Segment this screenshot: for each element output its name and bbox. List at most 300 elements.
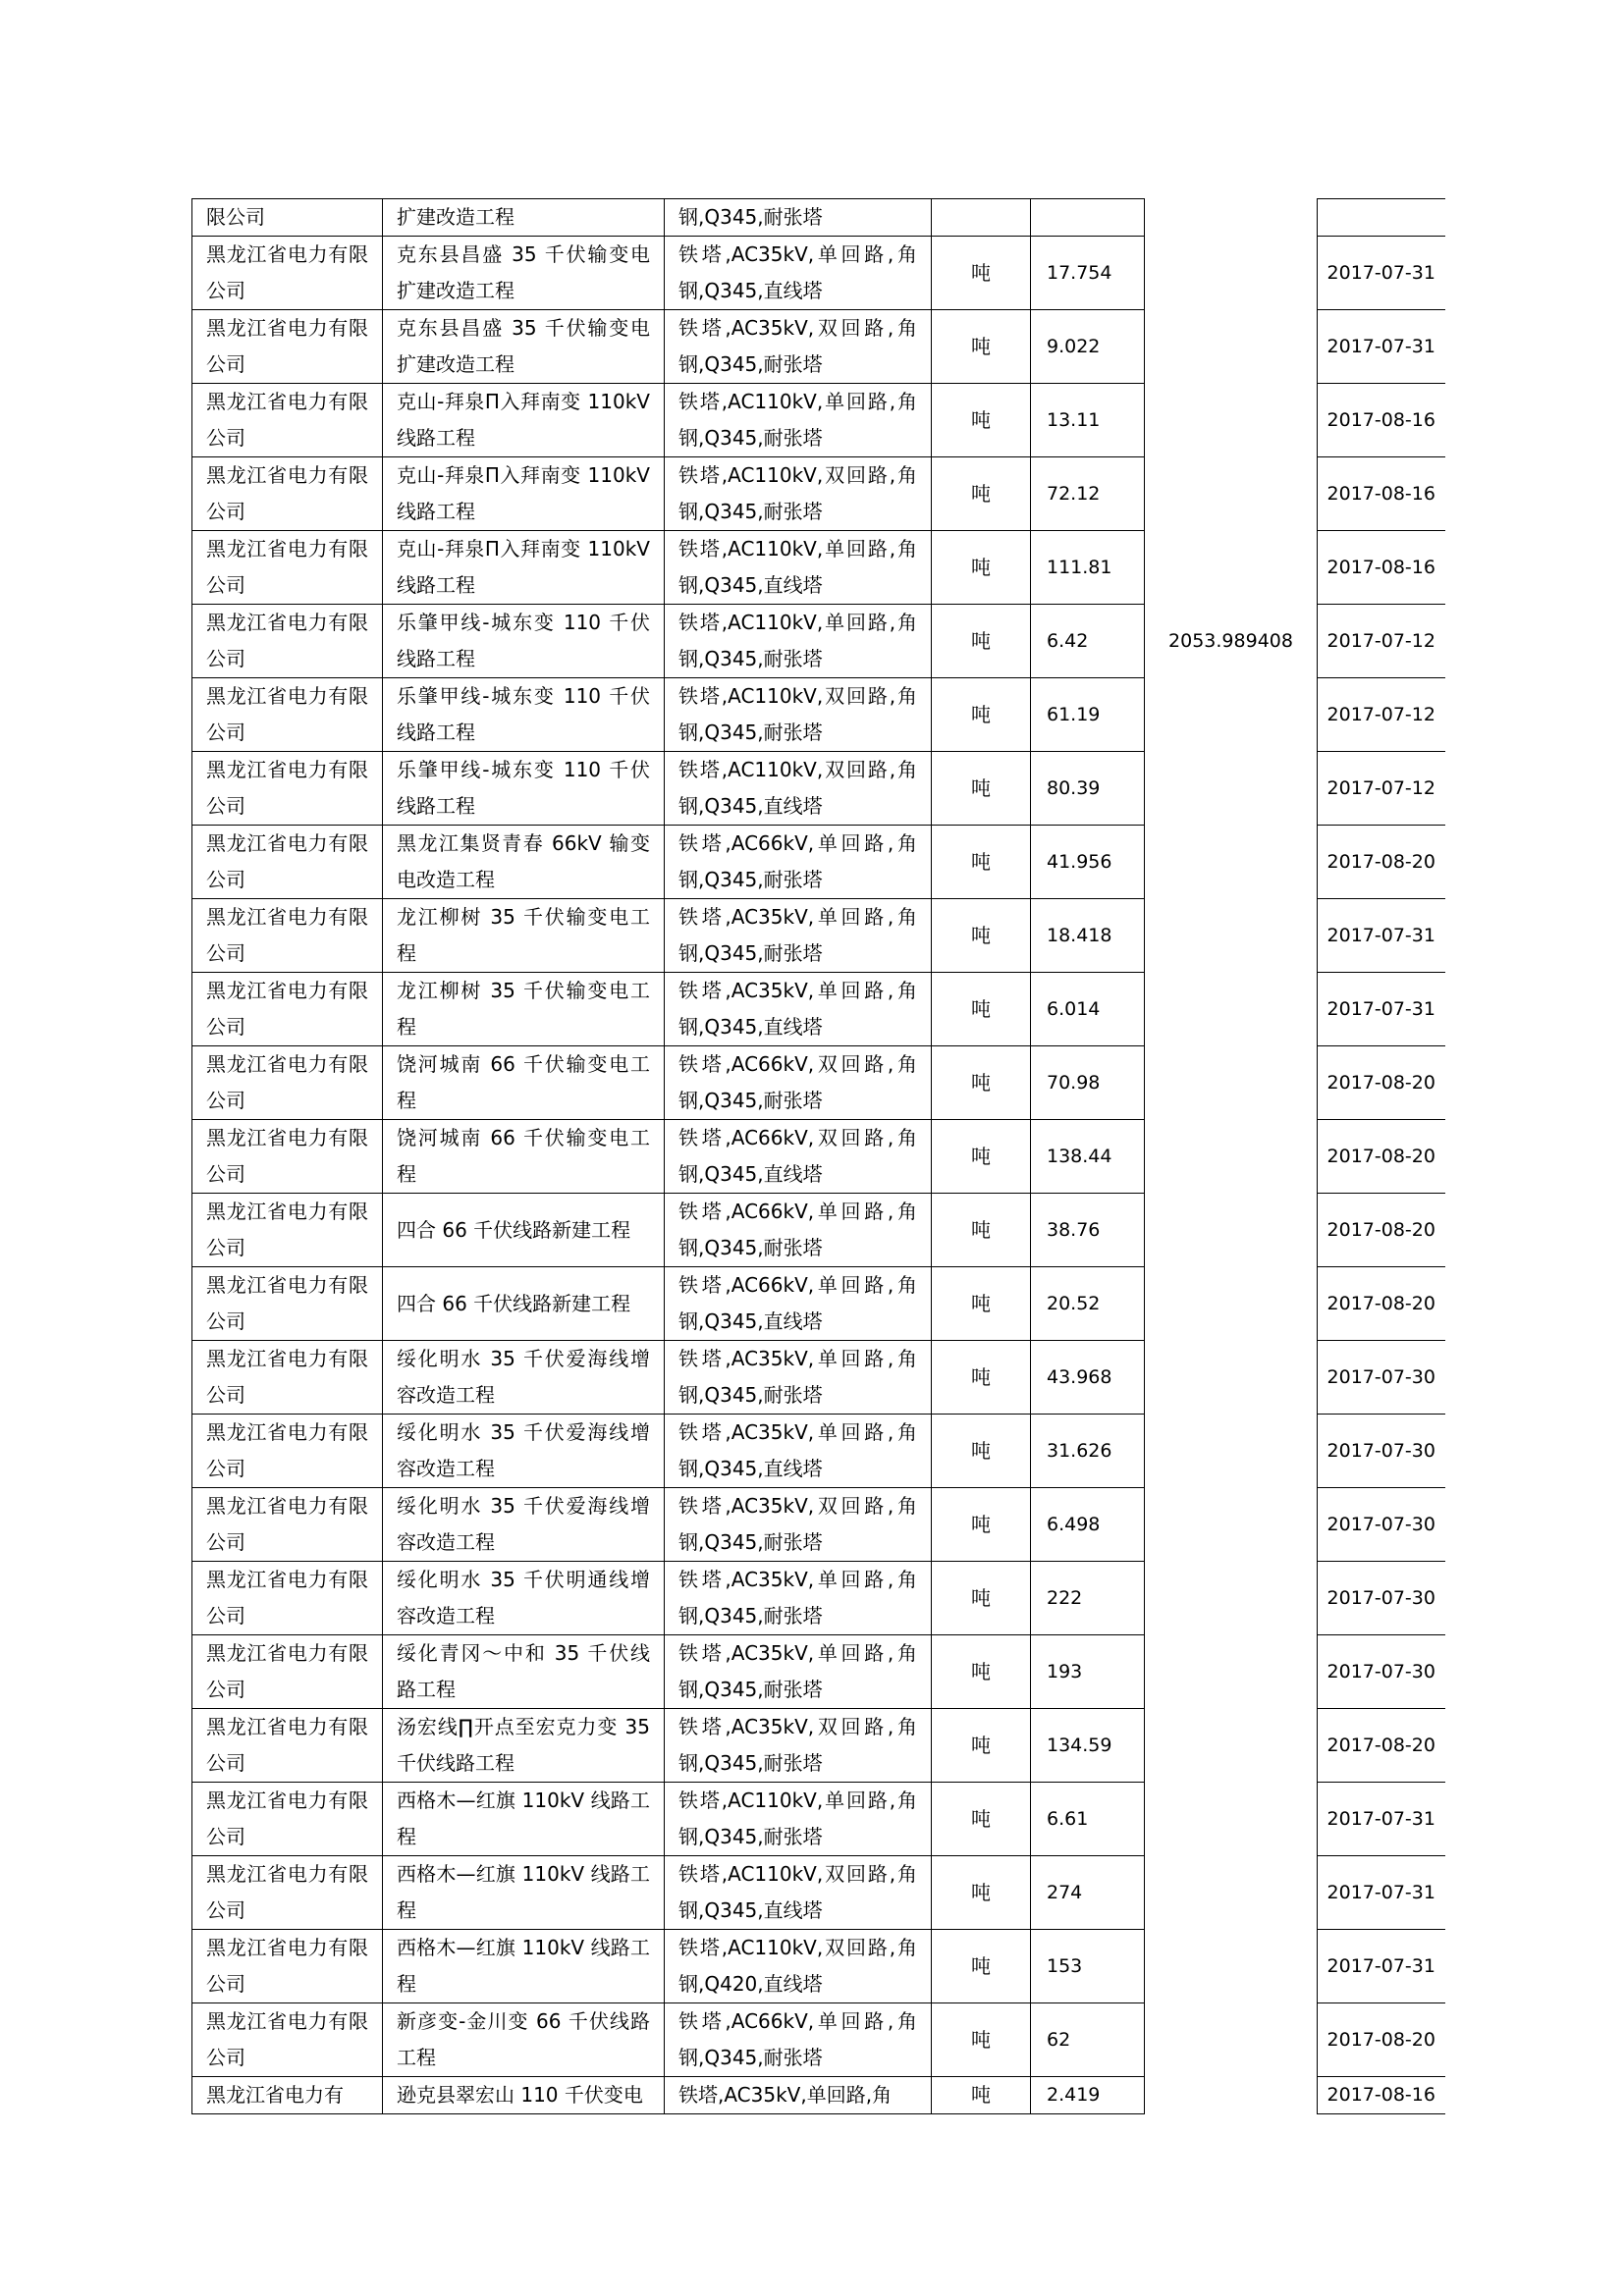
unit-cell	[932, 826, 1031, 899]
quantity-cell	[1031, 1415, 1145, 1488]
spec-cell	[665, 1046, 932, 1120]
table-row	[192, 457, 1445, 531]
org-cell-text: 黑龙江省电力有限公司	[206, 1715, 368, 1775]
org-cell	[192, 973, 383, 1046]
spec-cell-text: 铁塔,AC110kV,双回路,角钢,Q345,耐张塔	[678, 684, 917, 744]
unit-cell-text: 吨	[971, 1070, 991, 1095]
unit-cell-text: 吨	[971, 923, 991, 947]
quantity-cell	[1031, 1562, 1145, 1635]
project-cell-text: 乐肇甲线-城东变 110 千伏线路工程	[397, 684, 650, 744]
spec-cell-text: 铁塔,AC35kV,单回路,角	[678, 2083, 893, 2107]
total-cell-text: 2053.989408	[1168, 629, 1293, 652]
spec-cell	[665, 1194, 932, 1267]
date-cell	[1318, 605, 1445, 678]
spec-cell	[665, 1562, 932, 1635]
table-row	[192, 1783, 1445, 1856]
spec-cell-text: 铁塔,AC110kV,单回路,角钢,Q345,耐张塔	[678, 1789, 917, 1848]
spec-cell-text: 铁塔,AC66kV,单回路,角钢,Q345,耐张塔	[678, 1200, 917, 1259]
unit-cell	[932, 457, 1031, 531]
org-cell	[192, 457, 383, 531]
org-cell	[192, 752, 383, 826]
org-cell-text: 黑龙江省电力有限公司	[206, 537, 368, 597]
unit-cell	[932, 1930, 1031, 2003]
quantity-cell	[1031, 678, 1145, 752]
org-cell	[192, 199, 383, 237]
spec-cell-text: 铁塔,AC110kV,单回路,角钢,Q345,直线塔	[678, 537, 917, 597]
quantity-cell	[1031, 1856, 1145, 1930]
org-cell	[192, 310, 383, 384]
unit-cell	[932, 2077, 1031, 2114]
table-row	[192, 1930, 1445, 2003]
project-cell-text: 绥化明水 35 千伏爱海线增容改造工程	[397, 1420, 650, 1480]
table-row	[192, 2003, 1445, 2077]
org-cell-text: 黑龙江省电力有限公司	[206, 1641, 368, 1701]
date-cell-text: 2017-07-31	[1326, 1881, 1435, 1903]
org-cell	[192, 1046, 383, 1120]
project-cell-text: 绥化明水 35 千伏爱海线增容改造工程	[397, 1494, 650, 1554]
unit-cell	[932, 1415, 1031, 1488]
project-cell-text: 乐肇甲线-城东变 110 千伏线路工程	[397, 611, 650, 670]
project-cell-text: 龙江柳树 35 千伏输变电工程	[397, 979, 650, 1039]
spec-cell	[665, 2077, 932, 2114]
org-cell-text: 黑龙江省电力有限公司	[206, 316, 368, 376]
total-cell	[1145, 1046, 1318, 1120]
total-cell	[1145, 457, 1318, 531]
quantity-cell-text: 222	[1047, 1586, 1083, 1609]
unit-cell-text: 吨	[971, 1806, 991, 1831]
unit-cell-text: 吨	[971, 1217, 991, 1242]
quantity-cell	[1031, 457, 1145, 531]
quantity-cell	[1031, 1046, 1145, 1120]
quantity-cell-text: 62	[1047, 2028, 1071, 2051]
quantity-cell-text: 6.014	[1047, 997, 1101, 1020]
unit-cell	[932, 1341, 1031, 1415]
project-cell-text: 克东县昌盛 35 千伏输变电扩建改造工程	[397, 316, 650, 376]
quantity-cell-text: 18.418	[1047, 924, 1112, 946]
org-cell-text: 黑龙江省电力有限公司	[206, 1126, 368, 1186]
table-row	[192, 678, 1445, 752]
spec-cell-text: 钢,Q345,耐张塔	[678, 205, 823, 229]
org-cell	[192, 1267, 383, 1341]
date-cell	[1318, 1341, 1445, 1415]
spec-cell-text: 铁塔,AC66kV,双回路,角钢,Q345,耐张塔	[678, 1052, 917, 1112]
date-cell	[1318, 1856, 1445, 1930]
date-cell-text: 2017-07-30	[1326, 1513, 1435, 1535]
spec-cell	[665, 531, 932, 605]
org-cell	[192, 826, 383, 899]
unit-cell-text: 吨	[971, 481, 991, 506]
org-cell-text: 黑龙江省电力有限公司	[206, 1052, 368, 1112]
unit-cell-text: 吨	[971, 2027, 991, 2052]
table-row	[192, 1562, 1445, 1635]
unit-cell-text: 吨	[971, 1144, 991, 1168]
total-cell	[1145, 1415, 1318, 1488]
date-cell	[1318, 1046, 1445, 1120]
spec-cell	[665, 752, 932, 826]
project-cell-text: 饶河城南 66 千伏输变电工程	[397, 1126, 650, 1186]
org-cell-text: 黑龙江省电力有限公司	[206, 1568, 368, 1628]
table-row	[192, 531, 1445, 605]
project-cell	[383, 310, 665, 384]
quantity-cell-text: 41.956	[1047, 850, 1112, 873]
unit-cell-text: 吨	[971, 702, 991, 726]
project-cell	[383, 1341, 665, 1415]
unit-cell	[932, 973, 1031, 1046]
table-row	[192, 1415, 1445, 1488]
unit-cell	[932, 1046, 1031, 1120]
date-cell-text: 2017-08-16	[1326, 482, 1435, 505]
unit-cell	[932, 1856, 1031, 1930]
project-cell	[383, 1562, 665, 1635]
spec-cell-text: 铁塔,AC110kV,双回路,角钢,Q345,直线塔	[678, 1862, 917, 1922]
unit-cell-text: 吨	[971, 1733, 991, 1757]
org-cell	[192, 1635, 383, 1709]
project-cell-text: 龙江柳树 35 千伏输变电工程	[397, 905, 650, 965]
unit-cell-text: 吨	[971, 2083, 991, 2107]
spec-cell-text: 铁塔,AC110kV,单回路,角钢,Q345,耐张塔	[678, 390, 917, 450]
date-cell	[1318, 826, 1445, 899]
table-row	[192, 1267, 1445, 1341]
date-cell-text: 2017-08-16	[1326, 556, 1435, 578]
org-cell-text: 黑龙江省电力有限公司	[206, 831, 368, 891]
spec-cell	[665, 1856, 932, 1930]
unit-cell-text: 吨	[971, 1291, 991, 1315]
org-cell-text: 黑龙江省电力有限公司	[206, 1789, 368, 1848]
org-cell	[192, 678, 383, 752]
org-cell	[192, 237, 383, 310]
org-cell	[192, 1341, 383, 1415]
spec-cell-text: 铁塔,AC35kV,单回路,角钢,Q345,直线塔	[678, 979, 917, 1039]
date-cell	[1318, 973, 1445, 1046]
total-cell	[1145, 1856, 1318, 1930]
spec-cell-text: 铁塔,AC35kV,双回路,角钢,Q345,耐张塔	[678, 1494, 917, 1554]
project-cell	[383, 1856, 665, 1930]
project-cell	[383, 384, 665, 457]
quantity-cell	[1031, 531, 1145, 605]
date-cell	[1318, 1194, 1445, 1267]
org-cell	[192, 1562, 383, 1635]
quantity-cell-text: 31.626	[1047, 1439, 1112, 1462]
total-cell	[1145, 1488, 1318, 1562]
table-body	[192, 199, 1445, 2114]
unit-cell	[932, 237, 1031, 310]
spec-cell-text: 铁塔,AC110kV,双回路,角钢,Q345,耐张塔	[678, 463, 917, 523]
spec-cell	[665, 1783, 932, 1856]
spec-cell	[665, 1488, 932, 1562]
quantity-cell-text: 2.419	[1047, 2084, 1101, 2106]
spec-cell-text: 铁塔,AC35kV,单回路,角钢,Q345,直线塔	[678, 1420, 917, 1480]
unit-cell	[932, 678, 1031, 752]
project-cell	[383, 1267, 665, 1341]
quantity-cell	[1031, 1267, 1145, 1341]
project-cell	[383, 752, 665, 826]
quantity-cell-text: 6.42	[1047, 629, 1089, 652]
quantity-cell	[1031, 1709, 1145, 1783]
table-row	[192, 1120, 1445, 1194]
spec-cell	[665, 237, 932, 310]
quantity-cell	[1031, 384, 1145, 457]
total-cell	[1145, 237, 1318, 310]
unit-cell	[932, 1267, 1031, 1341]
project-cell-text: 扩建改造工程	[397, 205, 514, 229]
spec-cell	[665, 457, 932, 531]
project-cell-text: 乐肇甲线-城东变 110 千伏线路工程	[397, 758, 650, 818]
spec-cell-text: 铁塔,AC35kV,单回路,角钢,Q345,直线塔	[678, 242, 917, 302]
org-cell	[192, 1783, 383, 1856]
unit-cell-text: 吨	[971, 849, 991, 874]
quantity-cell	[1031, 1120, 1145, 1194]
org-cell	[192, 1930, 383, 2003]
org-cell	[192, 899, 383, 973]
spec-cell	[665, 199, 932, 237]
quantity-cell-text: 70.98	[1047, 1071, 1101, 1094]
project-cell-text: 克山-拜泉Π入拜南变 110kV 线路工程	[397, 390, 650, 450]
unit-cell-text: 吨	[971, 1512, 991, 1536]
spec-cell-text: 铁塔,AC110kV,双回路,角钢,Q345,直线塔	[678, 758, 917, 818]
quantity-cell	[1031, 1341, 1145, 1415]
quantity-cell-text: 138.44	[1047, 1145, 1112, 1167]
spec-cell	[665, 899, 932, 973]
quantity-cell-text: 43.968	[1047, 1365, 1112, 1388]
unit-cell-text: 吨	[971, 260, 991, 285]
total-cell	[1145, 199, 1318, 237]
spec-cell	[665, 2003, 932, 2077]
total-cell	[1145, 605, 1318, 678]
org-cell-text: 黑龙江省电力有限公司	[206, 2009, 368, 2069]
total-cell	[1145, 1783, 1318, 1856]
org-cell-text: 黑龙江省电力有限公司	[206, 1273, 368, 1333]
project-cell-text: 新彦变-金川变 66 千伏线路工程	[397, 2009, 650, 2069]
total-cell	[1145, 1635, 1318, 1709]
org-cell-text: 黑龙江省电力有限公司	[206, 979, 368, 1039]
spec-cell-text: 铁塔,AC110kV,双回路,角钢,Q420,直线塔	[678, 1936, 917, 1996]
project-cell-text: 克山-拜泉Π入拜南变 110kV 线路工程	[397, 463, 650, 523]
spec-cell	[665, 1930, 932, 2003]
org-cell	[192, 1709, 383, 1783]
quantity-cell	[1031, 605, 1145, 678]
date-cell-text: 2017-07-31	[1326, 997, 1435, 1020]
org-cell-text: 黑龙江省电力有限公司	[206, 390, 368, 450]
date-cell-text: 2017-08-20	[1326, 1218, 1435, 1241]
date-cell-text: 2017-07-31	[1326, 924, 1435, 946]
date-cell	[1318, 1267, 1445, 1341]
org-cell-text: 黑龙江省电力有	[206, 2083, 344, 2107]
spec-cell	[665, 1120, 932, 1194]
org-cell	[192, 1120, 383, 1194]
date-cell	[1318, 1120, 1445, 1194]
project-cell	[383, 899, 665, 973]
project-cell	[383, 2003, 665, 2077]
table-row	[192, 1194, 1445, 1267]
date-cell-text: 2017-07-30	[1326, 1660, 1435, 1682]
project-cell	[383, 1783, 665, 1856]
quantity-cell-text: 80.39	[1047, 776, 1101, 799]
date-cell	[1318, 531, 1445, 605]
org-cell	[192, 2077, 383, 2114]
date-cell	[1318, 310, 1445, 384]
quantity-cell	[1031, 1194, 1145, 1267]
unit-cell	[932, 1783, 1031, 1856]
total-cell	[1145, 1120, 1318, 1194]
project-cell	[383, 199, 665, 237]
org-cell	[192, 1488, 383, 1562]
date-cell	[1318, 1635, 1445, 1709]
date-cell-text: 2017-08-20	[1326, 2028, 1435, 2051]
quantity-cell	[1031, 752, 1145, 826]
project-cell-text: 饶河城南 66 千伏输变电工程	[397, 1052, 650, 1112]
quantity-cell	[1031, 237, 1145, 310]
quantity-cell	[1031, 1783, 1145, 1856]
total-cell	[1145, 1194, 1318, 1267]
total-cell	[1145, 899, 1318, 973]
spec-cell	[665, 1341, 932, 1415]
unit-cell	[932, 1635, 1031, 1709]
date-cell-text: 2017-07-12	[1326, 629, 1435, 652]
project-cell	[383, 1635, 665, 1709]
project-cell-text: 逊克县翠宏山 110 千伏变电	[397, 2083, 643, 2107]
unit-cell	[932, 1709, 1031, 1783]
total-cell	[1145, 826, 1318, 899]
table-row	[192, 310, 1445, 384]
org-cell-text: 黑龙江省电力有限公司	[206, 463, 368, 523]
date-cell	[1318, 678, 1445, 752]
project-cell	[383, 1930, 665, 2003]
quantity-cell-text: 134.59	[1047, 1734, 1112, 1756]
quantity-cell	[1031, 1930, 1145, 2003]
quantity-cell	[1031, 899, 1145, 973]
date-cell-text: 2017-08-16	[1326, 408, 1435, 431]
project-cell	[383, 826, 665, 899]
date-cell	[1318, 457, 1445, 531]
org-cell-text: 黑龙江省电力有限公司	[206, 1200, 368, 1259]
spec-cell	[665, 384, 932, 457]
total-cell	[1145, 1930, 1318, 2003]
spec-cell-text: 铁塔,AC35kV,单回路,角钢,Q345,耐张塔	[678, 1568, 917, 1628]
total-cell	[1145, 384, 1318, 457]
total-cell	[1145, 2003, 1318, 2077]
date-cell-text: 2017-07-31	[1326, 1954, 1435, 1977]
quantity-cell	[1031, 1488, 1145, 1562]
quantity-cell-text: 61.19	[1047, 703, 1101, 725]
spec-cell-text: 铁塔,AC35kV,单回路,角钢,Q345,耐张塔	[678, 1641, 917, 1701]
total-cell	[1145, 1709, 1318, 1783]
spec-cell	[665, 1415, 932, 1488]
table-row	[192, 605, 1445, 678]
date-cell-text: 2017-08-16	[1326, 2084, 1435, 2106]
project-cell	[383, 1120, 665, 1194]
table-row	[192, 1635, 1445, 1709]
quantity-cell-text: 6.498	[1047, 1513, 1101, 1535]
quantity-cell-text: 72.12	[1047, 482, 1101, 505]
quantity-cell-text: 38.76	[1047, 1218, 1101, 1241]
project-cell-text: 克山-拜泉Π入拜南变 110kV 线路工程	[397, 537, 650, 597]
unit-cell-text: 吨	[971, 1659, 991, 1683]
table-row	[192, 1709, 1445, 1783]
unit-cell-text: 吨	[971, 334, 991, 358]
unit-cell	[932, 1488, 1031, 1562]
unit-cell-text: 吨	[971, 996, 991, 1021]
unit-cell-text: 吨	[971, 1438, 991, 1463]
spec-cell-text: 铁塔,AC35kV,双回路,角钢,Q345,耐张塔	[678, 316, 917, 376]
project-cell-text: 绥化明水 35 千伏爱海线增容改造工程	[397, 1347, 650, 1407]
table-row	[192, 2077, 1445, 2114]
table-row	[192, 826, 1445, 899]
table-row	[192, 1046, 1445, 1120]
org-cell-text: 黑龙江省电力有限公司	[206, 611, 368, 670]
org-cell	[192, 531, 383, 605]
date-cell-text: 2017-07-30	[1326, 1365, 1435, 1388]
unit-cell	[932, 384, 1031, 457]
unit-cell-text: 吨	[971, 1880, 991, 1904]
project-cell-text: 西格木—红旗 110kV 线路工程	[397, 1789, 650, 1848]
table-row	[192, 899, 1445, 973]
date-cell-text: 2017-08-20	[1326, 1071, 1435, 1094]
date-cell	[1318, 1709, 1445, 1783]
table-row	[192, 1341, 1445, 1415]
org-cell-text: 黑龙江省电力有限公司	[206, 1347, 368, 1407]
unit-cell	[932, 2003, 1031, 2077]
date-cell-text: 2017-07-12	[1326, 703, 1435, 725]
unit-cell-text: 吨	[971, 555, 991, 579]
spec-cell-text: 铁塔,AC35kV,单回路,角钢,Q345,耐张塔	[678, 905, 917, 965]
unit-cell	[932, 310, 1031, 384]
table-row	[192, 199, 1445, 237]
spec-cell-text: 铁塔,AC66kV,单回路,角钢,Q345,耐张塔	[678, 831, 917, 891]
org-cell	[192, 384, 383, 457]
date-cell	[1318, 1488, 1445, 1562]
date-cell	[1318, 752, 1445, 826]
date-cell-text: 2017-08-20	[1326, 1292, 1435, 1314]
quantity-cell-text: 6.61	[1047, 1807, 1089, 1830]
table-row	[192, 237, 1445, 310]
project-cell	[383, 1488, 665, 1562]
project-cell-text: 四合 66 千伏线路新建工程	[397, 1291, 631, 1315]
date-cell-text: 2017-07-30	[1326, 1439, 1435, 1462]
unit-cell	[932, 752, 1031, 826]
total-cell	[1145, 1267, 1318, 1341]
unit-cell	[932, 899, 1031, 973]
unit-cell	[932, 531, 1031, 605]
project-cell	[383, 237, 665, 310]
table-row	[192, 973, 1445, 1046]
org-cell	[192, 605, 383, 678]
quantity-cell	[1031, 1635, 1145, 1709]
org-cell-text: 黑龙江省电力有限公司	[206, 758, 368, 818]
quantity-cell	[1031, 2003, 1145, 2077]
date-cell	[1318, 384, 1445, 457]
date-cell-text: 2017-07-31	[1326, 1807, 1435, 1830]
quantity-cell	[1031, 310, 1145, 384]
table-row	[192, 1856, 1445, 1930]
project-cell-text: 克东县昌盛 35 千伏输变电扩建改造工程	[397, 242, 650, 302]
project-cell-text: 汤宏线∏开点至宏克力变 35 千伏线路工程	[397, 1715, 650, 1775]
project-cell	[383, 1194, 665, 1267]
quantity-cell-text: 9.022	[1047, 335, 1101, 357]
quantity-cell	[1031, 199, 1145, 237]
total-cell	[1145, 310, 1318, 384]
date-cell	[1318, 2003, 1445, 2077]
date-cell-text: 2017-07-31	[1326, 335, 1435, 357]
date-cell	[1318, 1930, 1445, 2003]
spec-cell	[665, 605, 932, 678]
unit-cell-text: 吨	[971, 775, 991, 800]
spec-cell-text: 铁塔,AC66kV,双回路,角钢,Q345,直线塔	[678, 1126, 917, 1186]
spec-cell	[665, 1267, 932, 1341]
project-cell-text: 西格木—红旗 110kV 线路工程	[397, 1862, 650, 1922]
unit-cell-text: 吨	[971, 628, 991, 653]
quantity-cell-text: 20.52	[1047, 1292, 1101, 1314]
org-cell-text: 黑龙江省电力有限公司	[206, 1936, 368, 1996]
